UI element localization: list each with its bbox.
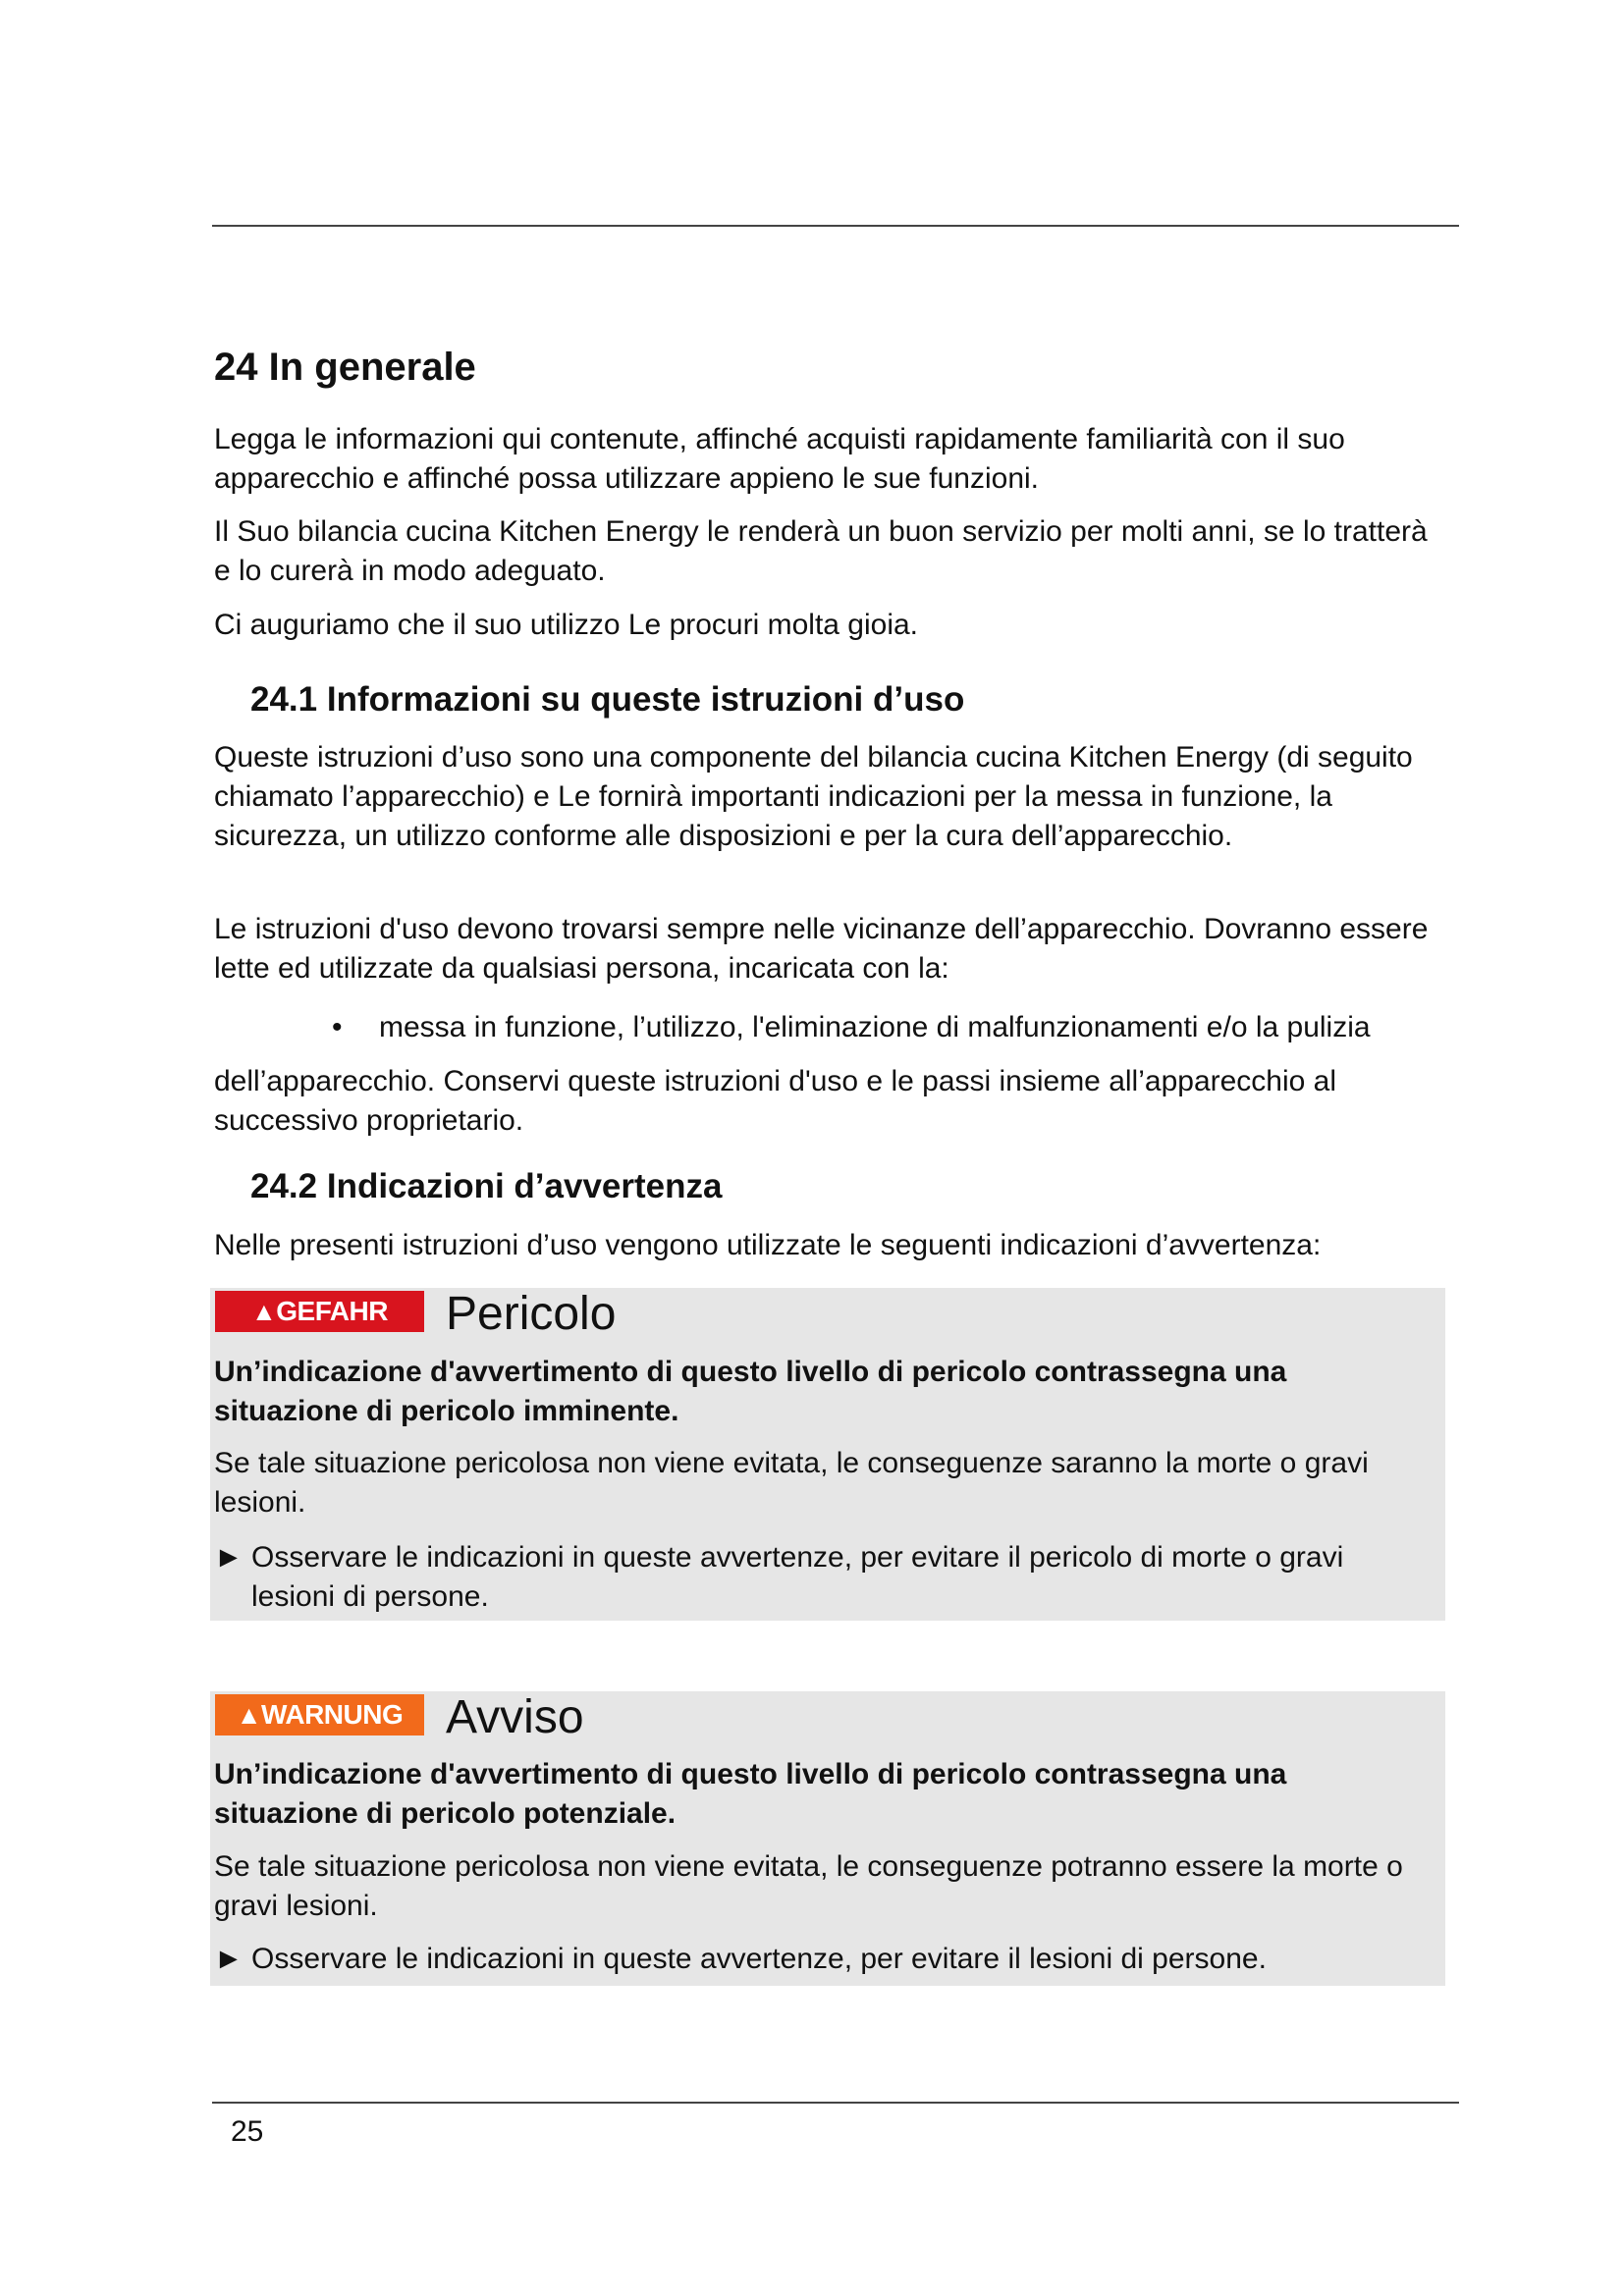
arrow-icon: ► <box>214 1541 244 1574</box>
section2-intro: Nelle presenti istruzioni d’uso vengono utilizzate le seguenti indicazioni d’avvertenza: <box>214 1229 1322 1261</box>
section-heading-24-2: 24.2 Indicazioni d’avvertenza <box>250 1167 723 1205</box>
intro-paragraph-1: Legga le informazioni qui contenute, affinché acquisti rapidamente familiarità con il suo apparecchio e affinché possa utilizzare appieno le sue funzioni. <box>214 423 1345 495</box>
warning-triangle-icon: ▲ <box>236 1700 261 1730</box>
danger-definition: Un’indicazione d'avvertimento di questo livello di pericolo contrassegna una situazione di pericolo imminente. <box>214 1356 1287 1427</box>
intro-paragraph-2: Il Suo bilancia cucina Kitchen Energy le renderà un buon servizio per molti anni, se lo tratterà e lo curerà in modo adeguato. <box>214 515 1428 587</box>
section1-paragraph-3: dell’apparecchio. Conservi queste istruzioni d'uso e le passi insieme all’apparecchio al successivo proprietario. <box>214 1065 1337 1137</box>
danger-consequence: Se tale situazione pericolosa non viene evitata, le conseguenze saranno la morte o gravi lesioni. <box>214 1447 1369 1519</box>
footer-rule <box>212 2102 1459 2104</box>
gefahr-badge <box>215 1291 424 1332</box>
page-number: 25 <box>231 2115 264 2148</box>
warning-action-text: Osservare le indicazioni in queste avvertenze, per evitare il lesioni di persone. <box>251 1943 1267 1975</box>
chapter-heading: 24 In generale <box>214 346 476 389</box>
warning-signal-word: Avviso <box>446 1691 584 1743</box>
danger-action-line2: lesioni di persone. <box>251 1580 489 1613</box>
arrow-icon: ► <box>214 1943 244 1975</box>
intro-paragraph-3: Ci auguriamo che il suo utilizzo Le procuri molta gioia. <box>214 609 919 641</box>
section1-paragraph-1: Queste istruzioni d’uso sono una componente del bilancia cucina Kitchen Energy (di seguito chiamato l’apparecchio) e Le fornirà importanti indicazioni per la messa in funzione, la sicurezza, un utilizzo conforme alle disposizioni e per la cura dell’apparecchio. <box>214 741 1413 852</box>
gefahr-label: GEFAHR <box>276 1296 388 1326</box>
warning-triangle-icon: ▲ <box>251 1297 277 1326</box>
section-heading-24-1: 24.1 Informazioni su queste istruzioni d’uso <box>250 680 965 719</box>
warnung-label: WARNUNG <box>260 1699 404 1730</box>
danger-action-line1: Osservare le indicazioni in queste avvertenze, per evitare il pericolo di morte o gravi <box>251 1541 1344 1574</box>
header-rule <box>212 225 1459 227</box>
warnung-badge <box>215 1694 424 1735</box>
warning-action <box>214 1940 1432 1979</box>
bullet-item: messa in funzione, l’utilizzo, l'eliminazione di malfunzionamenti e/o la pulizia <box>379 1011 1371 1043</box>
bullet-marker: • <box>332 1011 343 1043</box>
warning-definition: Un’indicazione d'avvertimento di questo livello di pericolo contrassegna una situazione di pericolo potenziale. <box>214 1758 1287 1830</box>
section1-paragraph-2: Le istruzioni d'uso devono trovarsi sempre nelle vicinanze dell’apparecchio. Dovranno essere lette ed utilizzate da qualsiasi persona, incaricata con la: <box>214 913 1429 985</box>
danger-action <box>214 1538 1432 1617</box>
warning-consequence: Se tale situazione pericolosa non viene evitata, le conseguenze potranno essere la morte o gravi lesioni. <box>214 1850 1403 1922</box>
danger-signal-word: Pericolo <box>446 1288 617 1340</box>
